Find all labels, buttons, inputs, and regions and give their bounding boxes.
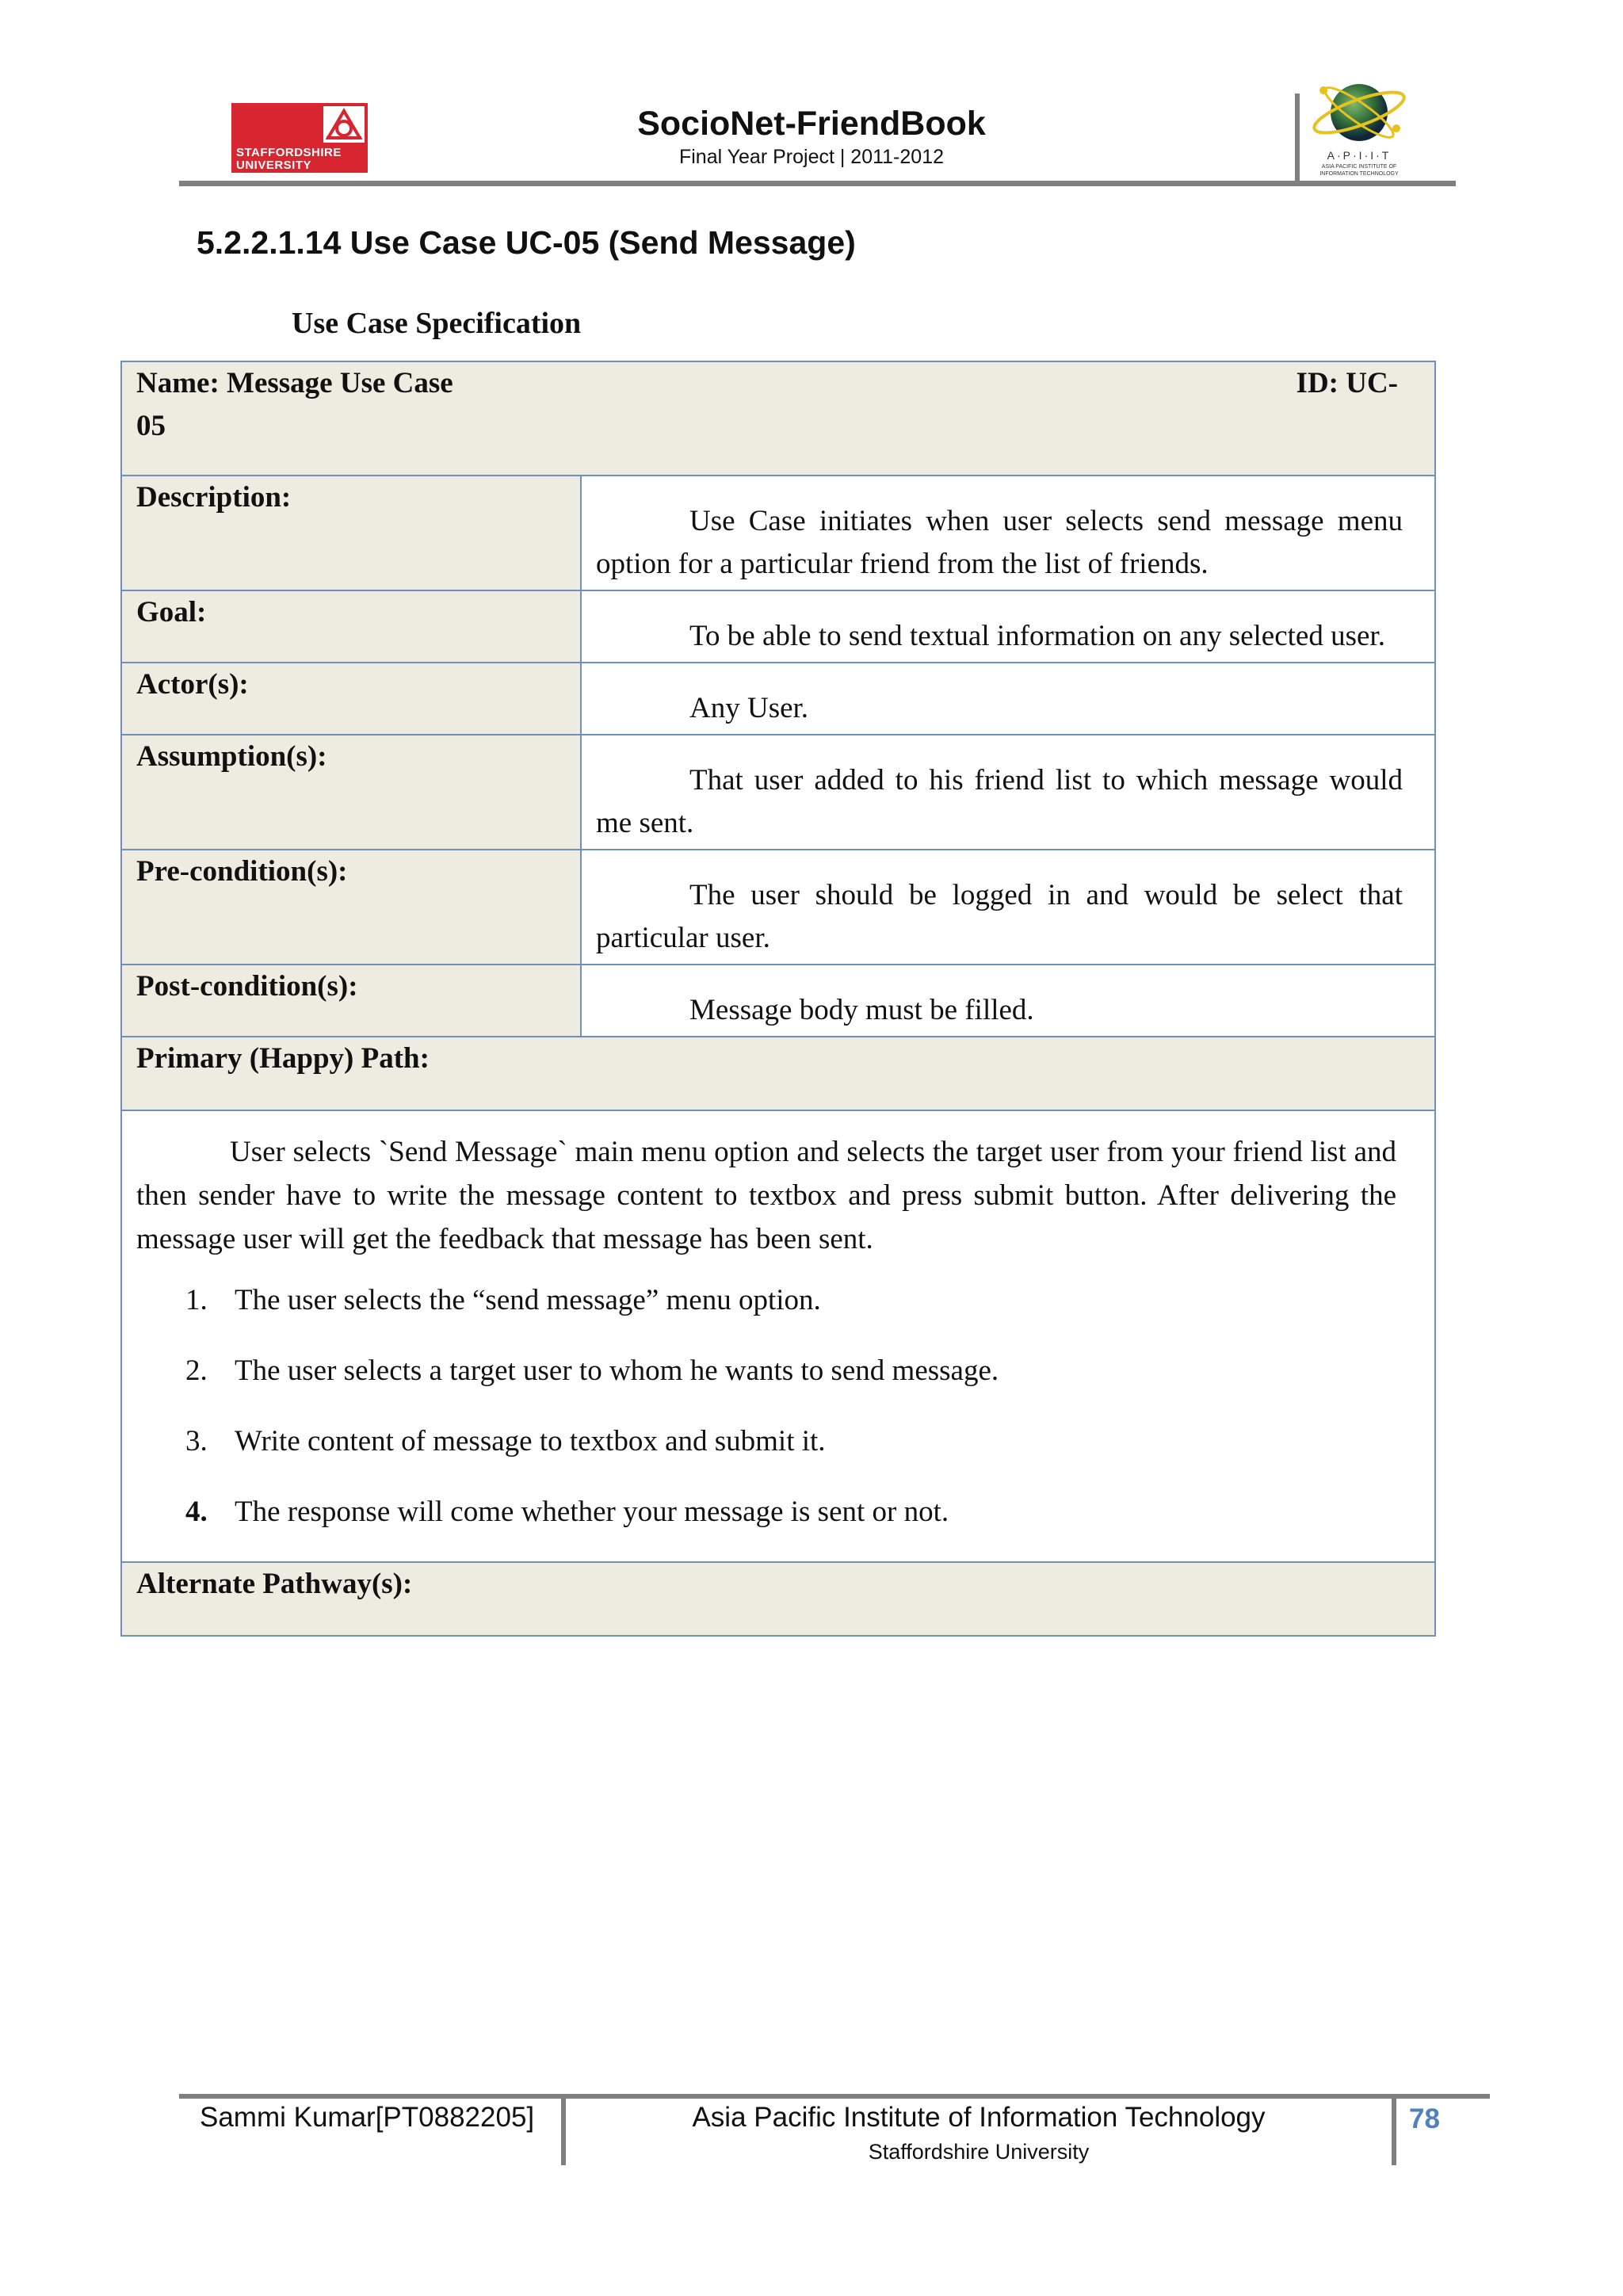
actors-cell [582,663,1434,735]
happy-path-description: User selects `Send Message` main menu option and selects the target user from your friend list and then sender have to write the message content to textbox and press submit button. After delivering the message user will get the feedback that message has been sent. [136,1136,1396,1255]
footer-divider [1392,2097,1396,2165]
preconditions-label: Pre-condition(s): [122,850,580,965]
description-cell [582,476,1434,591]
step-number: 3. [185,1425,208,1457]
assumptions-cell [582,735,1434,850]
header-divider [1295,94,1300,182]
postconditions-label: Post-condition(s): [122,965,580,1037]
step-number: 4. [185,1496,208,1528]
postconditions-cell [582,965,1434,1037]
step-item [185,1491,949,1534]
actors-label: Actor(s): [122,663,580,735]
step-text: The user selects a target user to whom he wants to send message. [235,1354,999,1387]
step-number: 1. [185,1284,208,1316]
step-text: The response will come whether your message is sent or not. [235,1496,949,1528]
step-item [185,1350,999,1392]
apiit-logo [1308,73,1411,179]
use-case-name: Name: Message Use Case [136,367,453,399]
globe-icon [1308,73,1411,149]
preconditions-value: The user should be logged in and would be select that particular user. [596,879,1403,954]
postconditions-value: Message body must be filled. [689,994,1034,1026]
step-text: Write content of message to textbox and submit it. [235,1425,826,1457]
step-text: The user selects the “send message” menu option. [235,1284,821,1316]
assumptions-label: Assumption(s): [122,735,580,850]
footer-institute: Asia Pacific Institute of Information Technology [692,2102,1266,2133]
step-item [185,1420,826,1463]
document-title: SocioNet-FriendBook [637,105,986,143]
use-case-id: ID: UC- [1296,367,1398,399]
page-number: 78 [1409,2103,1440,2134]
preconditions-cell [582,850,1434,965]
name-row [122,362,1434,476]
actors-value: Any User. [689,692,809,724]
happy-path-label: Primary (Happy) Path: [122,1037,1434,1111]
goal-cell [582,591,1434,663]
footer-university: Staffordshire University [868,2140,1090,2164]
footer-rule [179,2094,1490,2099]
step-item [185,1279,821,1322]
apiit-wordmark: A·P·I·I·T [1327,149,1392,162]
header-rule [179,181,1456,186]
apiit-tagline: ASIA PACIFIC INSTITUTE OF INFORMATION TECHNOLOGY [1319,164,1399,177]
footer-author: Sammi Kumar[PT0882205] [200,2102,535,2133]
logo-text-line2: UNIVERSITY [236,159,312,172]
use-case-id-continued: 05 [136,410,166,442]
description-label: Description: [122,476,580,591]
goal-label: Goal: [122,591,580,663]
step-number: 2. [185,1354,208,1387]
description-value: Use Case initiates when user selects send message menu option for a particular friend from the list of friends. [596,505,1403,580]
document-subtitle: Final Year Project | 2011-2012 [678,146,945,168]
use-case-table [120,361,1436,1637]
spec-heading: Use Case Specification [292,307,582,340]
section-heading: 5.2.2.1.14 Use Case UC-05 (Send Message) [197,224,856,261]
logo-text-line1: STAFFORDSHIRE [236,146,342,159]
happy-path-body [122,1111,1434,1563]
alternate-pathway-label: Alternate Pathway(s): [122,1563,1434,1635]
assumptions-value: That user added to his friend list to which message would me sent. [596,764,1403,839]
goal-value: To be able to send textual information on any selected user. [689,620,1385,652]
